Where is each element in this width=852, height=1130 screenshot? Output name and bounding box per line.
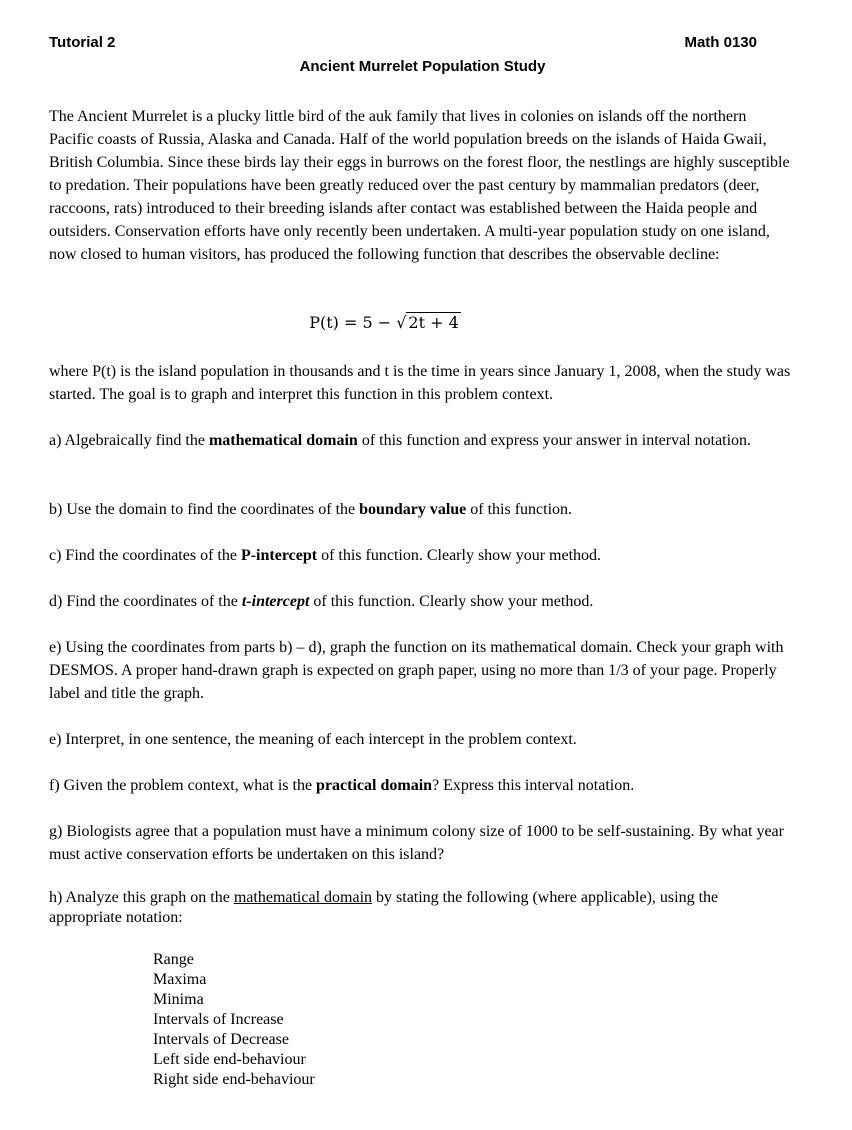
list-item: Minima [153,991,204,1008]
question-c [49,544,794,567]
question-a-rest: of this function and express your answer in interval notation. [357,432,752,449]
context-paragraph: where P(t) is the island population in thousands and t is the time in years since January 1, 2008, when the study was started. The goal is to graph and interpret this function in this problem context. [49,363,791,403]
question-a [49,429,794,452]
question-d [49,590,794,613]
question-c-term: P-intercept [240,547,318,564]
question-b [49,498,794,521]
question-f-text: f) Given the problem context, what is the [49,777,317,794]
question-d-rest: of this function. Clearly show your method. [309,593,594,610]
question-d-text: d) Find the coordinates of the [49,593,242,610]
question-d-term: t-intercept [241,593,310,610]
analysis-list [153,950,315,1090]
formula-lhs: P(t) = 5 − [309,313,397,332]
question-b-term: boundary value [359,501,467,518]
question-e-interpret: e) Interpret, in one sentence, the meaning of each intercept in the problem context. [49,731,577,748]
question-h [49,888,794,928]
question-g: g) Biologists agree that a population must have a minimum colony size of 1000 to be self-sustaining. By what year must active conservation efforts be undertaken on this island? [49,823,784,863]
list-item: Intervals of Increase [153,1011,284,1028]
question-e-graph: e) Using the coordinates from parts b) – d), graph the function on its mathematical domain. Check your graph with DESMOS. A proper hand-drawn graph is expected on graph paper, using no more than 1/3 of your page. Properly label and title the graph. [49,639,784,702]
question-b-text: b) Use the domain to find the coordinates of the [49,501,360,518]
question-h-text: h) Analyze this graph on the [49,889,234,906]
question-h-rest: by stating the following (where applicable), using the appropriate notation: [49,889,719,926]
question-a-term: mathematical domain [208,432,358,449]
question-c-text: c) Find the coordinates of the [49,547,241,564]
course-label: Math 0130 [684,34,757,51]
question-b-rest: of this function. [466,501,573,518]
question-c-rest: of this function. Clearly show your method. [317,547,602,564]
list-item: Intervals of Decrease [153,1031,289,1048]
population-formula [0,313,770,332]
page-title: Ancient Murrelet Population Study [299,58,546,75]
list-item: Maxima [153,971,207,988]
intro-paragraph: The Ancient Murrelet is a plucky little bird of the auk family that lives in colonies on islands off the northern Pacific coasts of Russia, Alaska and Canada. Half of the world population breeds on the islands of Haida Gwaii, British Columbia. Since these birds lay their eggs in burrows on the forest floor, the nestlings are highly susceptible to predation. Their populations have been greatly reduced over the past century by mammalian predators (deer, raccoons, rats) introduced to their breeding islands after contact was established between the Haida people and outsiders. Conservation efforts have only recently been undertaken. A multi-year population study on one island, now closed to human visitors, has produced the following function that describes the observable decline: [49,108,790,263]
question-f-term: practical domain [316,777,433,794]
tutorial-label: Tutorial 2 [49,34,116,51]
question-f [49,774,794,797]
question-a-text: a) Algebraically find the [49,432,209,449]
list-item: Range [153,951,194,968]
radical-sign: √ [396,313,407,332]
question-f-rest: ? Express this interval notation. [432,777,635,794]
formula-radicand: 2t + 4 [408,313,459,332]
question-h-term: mathematical domain [233,889,373,906]
list-item: Left side end-behaviour [153,1051,306,1068]
list-item: Right side end-behaviour [153,1071,315,1088]
